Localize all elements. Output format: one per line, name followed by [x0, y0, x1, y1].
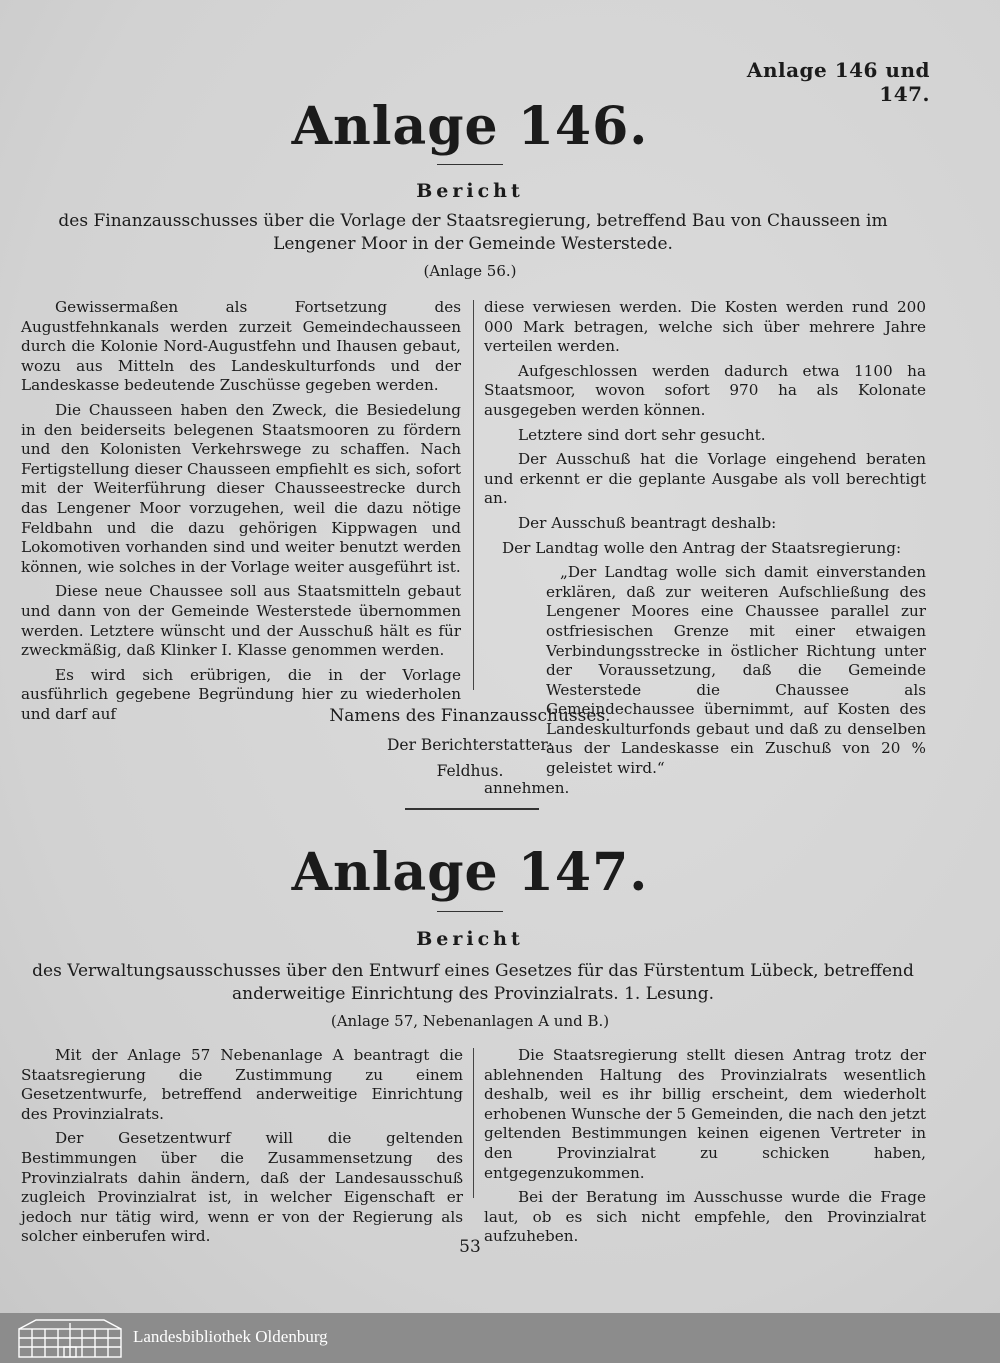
anlage-146-heading: Bericht: [416, 180, 524, 202]
signature-committee: Namens des Finanzausschusses.: [329, 706, 611, 726]
paragraph: Die Staatsregierung stellt diesen Antrag trotz der ablehnenden Haltung des Provinzialrats wesentlich deshalb, weil es ihr billig erscheint, dem wiederholt erhobenen Wunsche der 5 Gemeinden, die nach den jetzt geltenden Bestimmungen keinen eigenen Vertreter in den Provinzialrat zu schicken haben, entgegenzukommen.: [484, 1046, 926, 1182]
library-building-icon: [16, 1317, 124, 1359]
signature-role: Der Berichterstatter:: [386, 736, 554, 754]
running-head: Anlage 146 und 147.: [746, 58, 930, 106]
paragraph: Aufgeschlossen werden dadurch etwa 1100 ha Staatsmoor, wovon sofort 970 ha als Kolonate ausgegeben werden können.: [484, 361, 926, 419]
motion-quote: „Der Landtag wolle sich damit einverstanden erklären, daß zur weiteren Aufschließung des Lengener Moores eine Chaussee parallel zur ostfriesischen Grenze mit einer etwaigen Verbindungsstrecke in östlicher Richtung unter der Voraussetzung, daß die Gemeinde Westerstede die Chaussee als Gemeindechaussee übernimmt, auf Kosten des Landeskulturfonds gebaut und daß zu denselben aus der Landeskasse ein Zuschuß von 20 % geleistet wird.“: [546, 563, 926, 778]
paragraph: Der Gesetzentwurf will die geltenden Bestimmungen über die Zusammensetzung des Provinzialrats dahin ändern, daß der Landesausschuß zugleich Provinzialrat ist, in welcher Eigenschaft er jedoch nur tätig wird, wenn er von der Regierung als solcher einberufen wird.: [21, 1129, 463, 1246]
paragraph: Gewissermaßen als Fortsetzung des Augustfehnkanals werden zurzeit Gemeindechausseen durch die Kolonie Nord-Augustfehn und Ihausen gebaut, wozu aus Mitteln des Landeskulturfonds und der Landeskasse bedeutende Zuschüsse gegeben werden.: [21, 298, 461, 395]
section-divider: [405, 808, 539, 810]
column-divider: [473, 1048, 474, 1198]
footer-bar: [0, 1313, 1000, 1363]
paragraph: Der Ausschuß hat die Vorlage eingehend beraten und erkennt er die geplante Ausgabe als voll berechtigt an.: [484, 450, 926, 508]
anlage-147-heading: Bericht: [416, 928, 524, 950]
anlage-147-right-column: [484, 1046, 926, 1252]
paragraph: Mit der Anlage 57 Nebenanlage A beantragt die Staatsregierung die Zustimmung zu einem Gesetzentwurfe, betreffend anderweitige Einrichtung des Provinzialrats.: [21, 1046, 463, 1123]
column-divider: [473, 300, 474, 690]
anlage-147-reference: (Anlage 57, Nebenanlagen A und B.): [330, 1012, 610, 1030]
paragraph: Diese neue Chaussee soll aus Staatsmitteln gebaut und dann von der Gemeinde Westerstede übernommen werden. Letztere wünscht und der Ausschuß hält es für zweckmäßig, daß Klinker I. Klasse genommen werden.: [21, 582, 461, 660]
closing-word: annehmen.: [484, 778, 570, 797]
signature-name: Feldhus.: [436, 762, 504, 780]
paragraph: Bei der Beratung im Ausschusse wurde die Frage laut, ob es sich nicht empfehle, den Provinzialrat aufzuheben.: [484, 1188, 926, 1246]
anlage-146-title: Anlage 146.: [291, 96, 649, 157]
paragraph: Der Ausschuß beantragt deshalb:: [518, 513, 777, 532]
title-rule: [437, 164, 503, 165]
anlage-146-reference: (Anlage 56.): [423, 262, 517, 280]
anlage-146-left-column: [21, 298, 461, 729]
paragraph: Es wird sich erübrigen, die in der Vorlage ausführlich gegebene Begründung hier zu wiederholen und darf auf: [21, 665, 461, 723]
paragraph: Letztere sind dort sehr gesucht.: [518, 425, 766, 444]
title-rule: [437, 911, 503, 912]
library-name: Landesbibliothek Oldenburg: [133, 1327, 328, 1346]
anlage-146-description: des Finanzausschusses über die Vorlage der Staatsregierung, betreffend Bau von Chausseen im Lengener Moor in der Gemeinde Westerstede.: [58, 211, 888, 254]
anlage-147-left-column: [21, 1046, 463, 1252]
anlage-147-description: des Verwaltungsausschusses über den Entwurf eines Gesetzes für das Fürstentum Lübeck, betreffend anderweitige Einrichtung des Provinzialrats. 1. Lesung.: [32, 961, 914, 1004]
anlage-147-title: Anlage 147.: [291, 842, 649, 903]
paragraph: diese verwiesen werden. Die Kosten werden rund 200 000 Mark betragen, welche sich über mehrere Jahre verteilen werden.: [484, 298, 926, 356]
page-number: 53: [459, 1237, 481, 1257]
paragraph: Die Chausseen haben den Zweck, die Besiedelung in den beiderseits belegenen Staatsmooren zu fördern und den Kolonisten Verkehrswege zu schaffen. Nach Fertigstellung dieser Chausseen empfiehlt es sich, sofort mit der Weiterführung dieser Chausseestrecke durch das Lengener Moor vorzugehen, weil die dazu nötige Feldbahn und die dazu gehörigen Kippwagen und Lokomotiven vorhanden sind und weiter benutzt werden können, wie solches in der Vorlage weiter ausgeführt ist.: [21, 400, 461, 576]
motion-intro: Der Landtag wolle den Antrag der Staatsregierung:: [502, 538, 902, 557]
anlage-146-right-column: [484, 298, 926, 803]
